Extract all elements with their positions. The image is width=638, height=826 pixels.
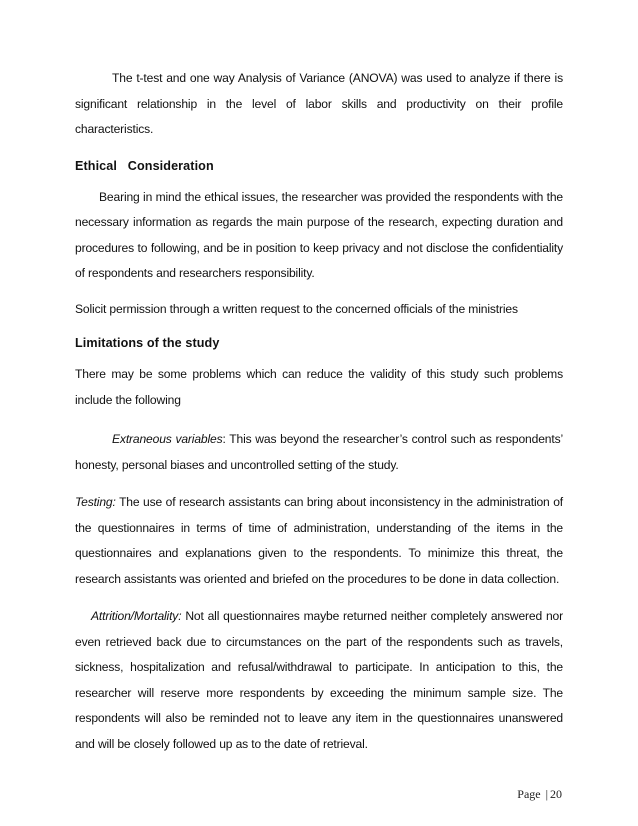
text-attrition-mortality: Not all questionnaires maybe returned neither completely answered nor even retrieved back due to circumstances on the part of the respondents such as travels, sickness, hospitalization and refusal/withdrawal to participate. In anticipation to this, the researcher will reserve more respondents by exceeding the minimum sample size. The respondents will also be reminded not to leave any item in the questionnaires unanswered and will be closely followed up as to the date of retrieval. bbox=[75, 609, 563, 751]
paragraph-attrition-mortality bbox=[75, 604, 563, 757]
paragraph-statistical-analysis: The t-test and one way Analysis of Variance (ANOVA) was used to analyze if there is significant relationship in the level of labor skills and productivity on their profile characteristics. bbox=[75, 71, 563, 136]
paragraph-limitations-intro: There may be some problems which can reduce the validity of this study such problems include the following bbox=[75, 367, 563, 407]
text-extraneous-variables: : This was beyond the researcher’s control such as respondents’ honesty, personal biases and uncontrolled setting of the study. bbox=[75, 432, 564, 472]
paragraph-testing bbox=[75, 490, 563, 592]
paragraph-extraneous-variables bbox=[75, 427, 563, 478]
term-attrition-mortality: Attrition/Mortality: bbox=[91, 609, 182, 623]
paragraph-ethical-issues: Bearing in mind the ethical issues, the researcher was provided the respondents with the necessary information as regards the main purpose of the research, expecting duration and procedures to following, and be in position to keep privacy and not disclose the confidentiality of respondents and researchers responsibility. bbox=[75, 189, 563, 280]
page-label: Page bbox=[517, 787, 541, 801]
page-body bbox=[75, 66, 563, 757]
page-separator: | bbox=[545, 787, 548, 801]
term-extraneous-variables: Extraneous variables bbox=[112, 432, 223, 446]
text-testing: The use of research assistants can bring about inconsistency in the administration of the questionnaires in terms of time of administration, understanding of the items in the questionnaires and explanations given to the respondents. To minimize this threat, the research assistants was oriented and briefed on the procedures to be done in data collection. bbox=[75, 495, 563, 586]
page-footer bbox=[517, 787, 562, 802]
paragraph-solicit-permission: Solicit permission through a written request to the concerned officials of the ministries bbox=[75, 301, 518, 316]
heading-limitations: Limitations of the study bbox=[75, 336, 220, 350]
heading-ethical-consideration: Ethical Consideration bbox=[75, 158, 214, 173]
term-testing: Testing: bbox=[75, 495, 116, 509]
page-number: 20 bbox=[550, 787, 562, 801]
